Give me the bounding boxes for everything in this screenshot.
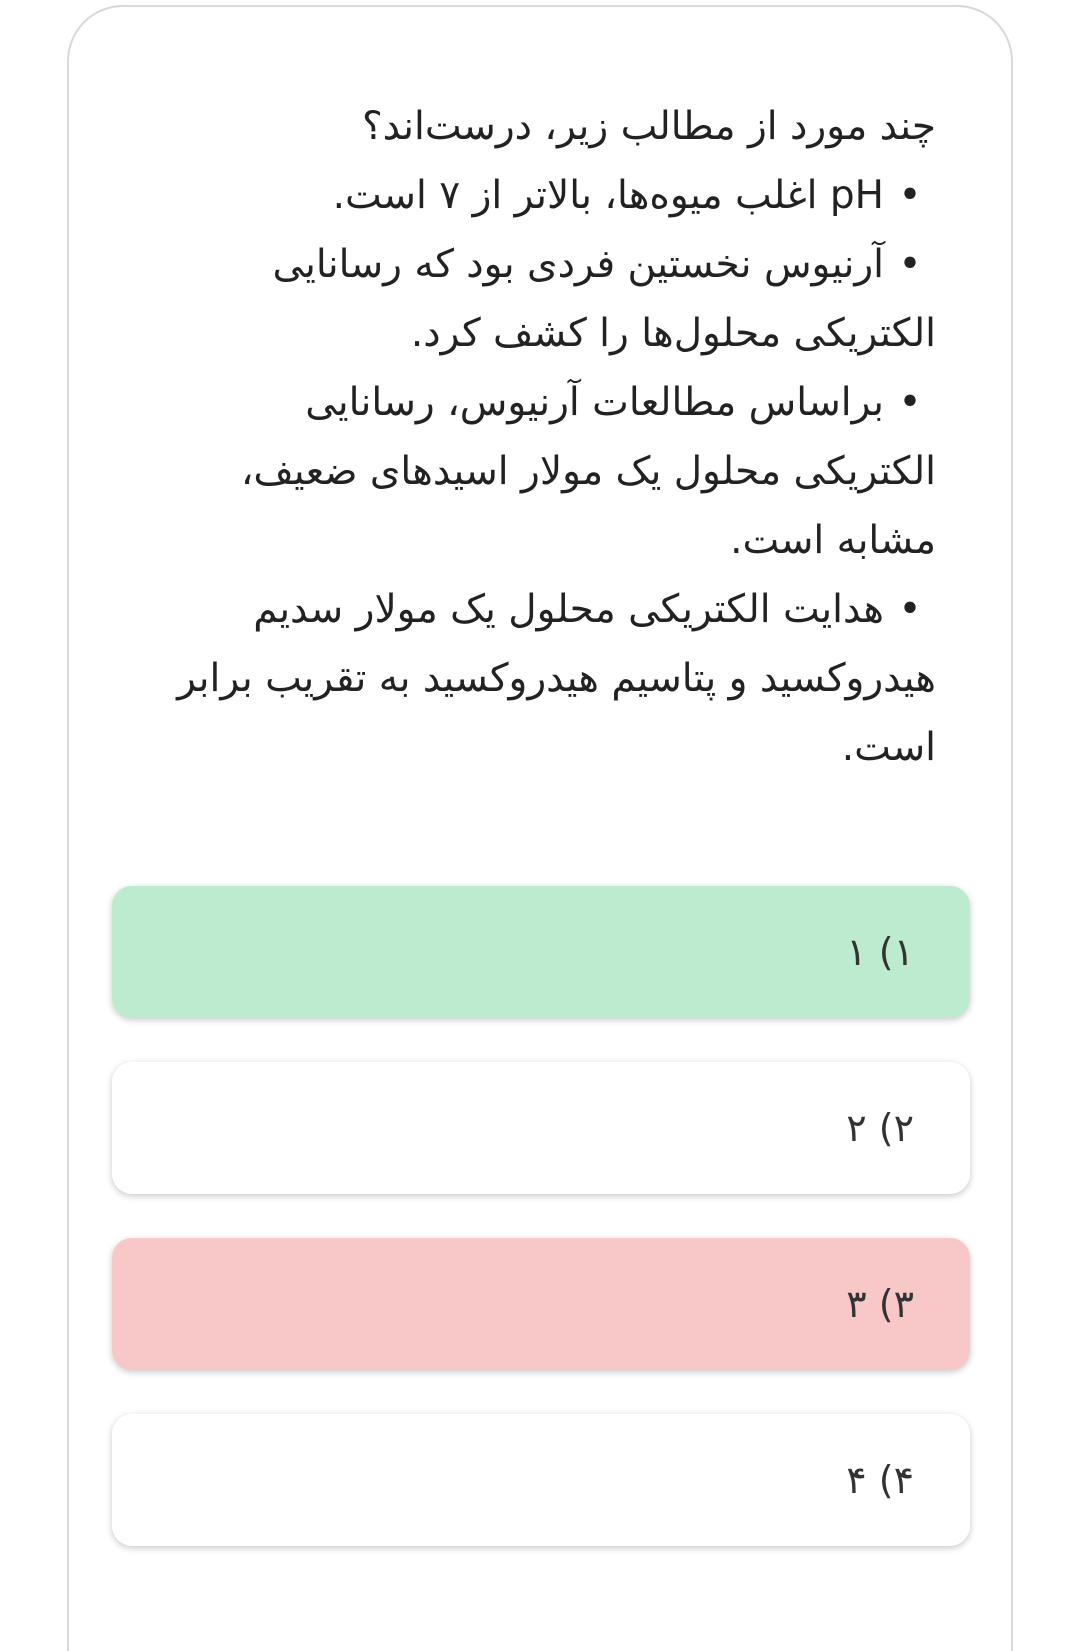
statement-item bbox=[168, 161, 936, 230]
statement-list bbox=[168, 161, 936, 782]
statement-text: آرنیوس نخستین فردی بود که رسانایی الکتریکی محلول‌ها را کشف کرد. bbox=[272, 242, 936, 356]
statement-text: براساس مطالعات آرنیوس، رسانایی الکتریکی محلول یک مولار اسیدهای ضعیف، مشابه است. bbox=[240, 380, 936, 563]
statement-text: pH اغلب میوه‌ها، بالاتر از ۷ است. bbox=[332, 173, 884, 218]
option-2[interactable] bbox=[112, 1062, 970, 1194]
option-label: ۲) ۲ bbox=[846, 1106, 914, 1150]
option-label: ۴) ۴ bbox=[846, 1458, 914, 1502]
bullet-icon: • bbox=[898, 587, 922, 632]
option-3-wrong[interactable] bbox=[112, 1238, 970, 1370]
bullet-icon: • bbox=[898, 380, 922, 425]
option-label: ۳) ۳ bbox=[846, 1282, 914, 1326]
statement-text: هدایت الکتریکی محلول یک مولار سدیم هیدروکسید و پتاسیم هیدروکسید به تقریب برابر است. bbox=[177, 587, 936, 770]
statement-item bbox=[168, 575, 936, 782]
question-stem: چند مورد از مطالب زیر، درست‌اند؟ bbox=[361, 104, 936, 149]
bullet-icon: • bbox=[898, 173, 922, 218]
statement-item bbox=[168, 230, 936, 368]
statement-item bbox=[168, 368, 936, 575]
option-4[interactable] bbox=[112, 1414, 970, 1546]
option-1-correct[interactable] bbox=[112, 886, 970, 1018]
bullet-icon: • bbox=[898, 242, 922, 287]
answer-options bbox=[112, 886, 970, 1590]
option-label: ۱) ۱ bbox=[846, 930, 914, 974]
question-text bbox=[168, 92, 936, 782]
